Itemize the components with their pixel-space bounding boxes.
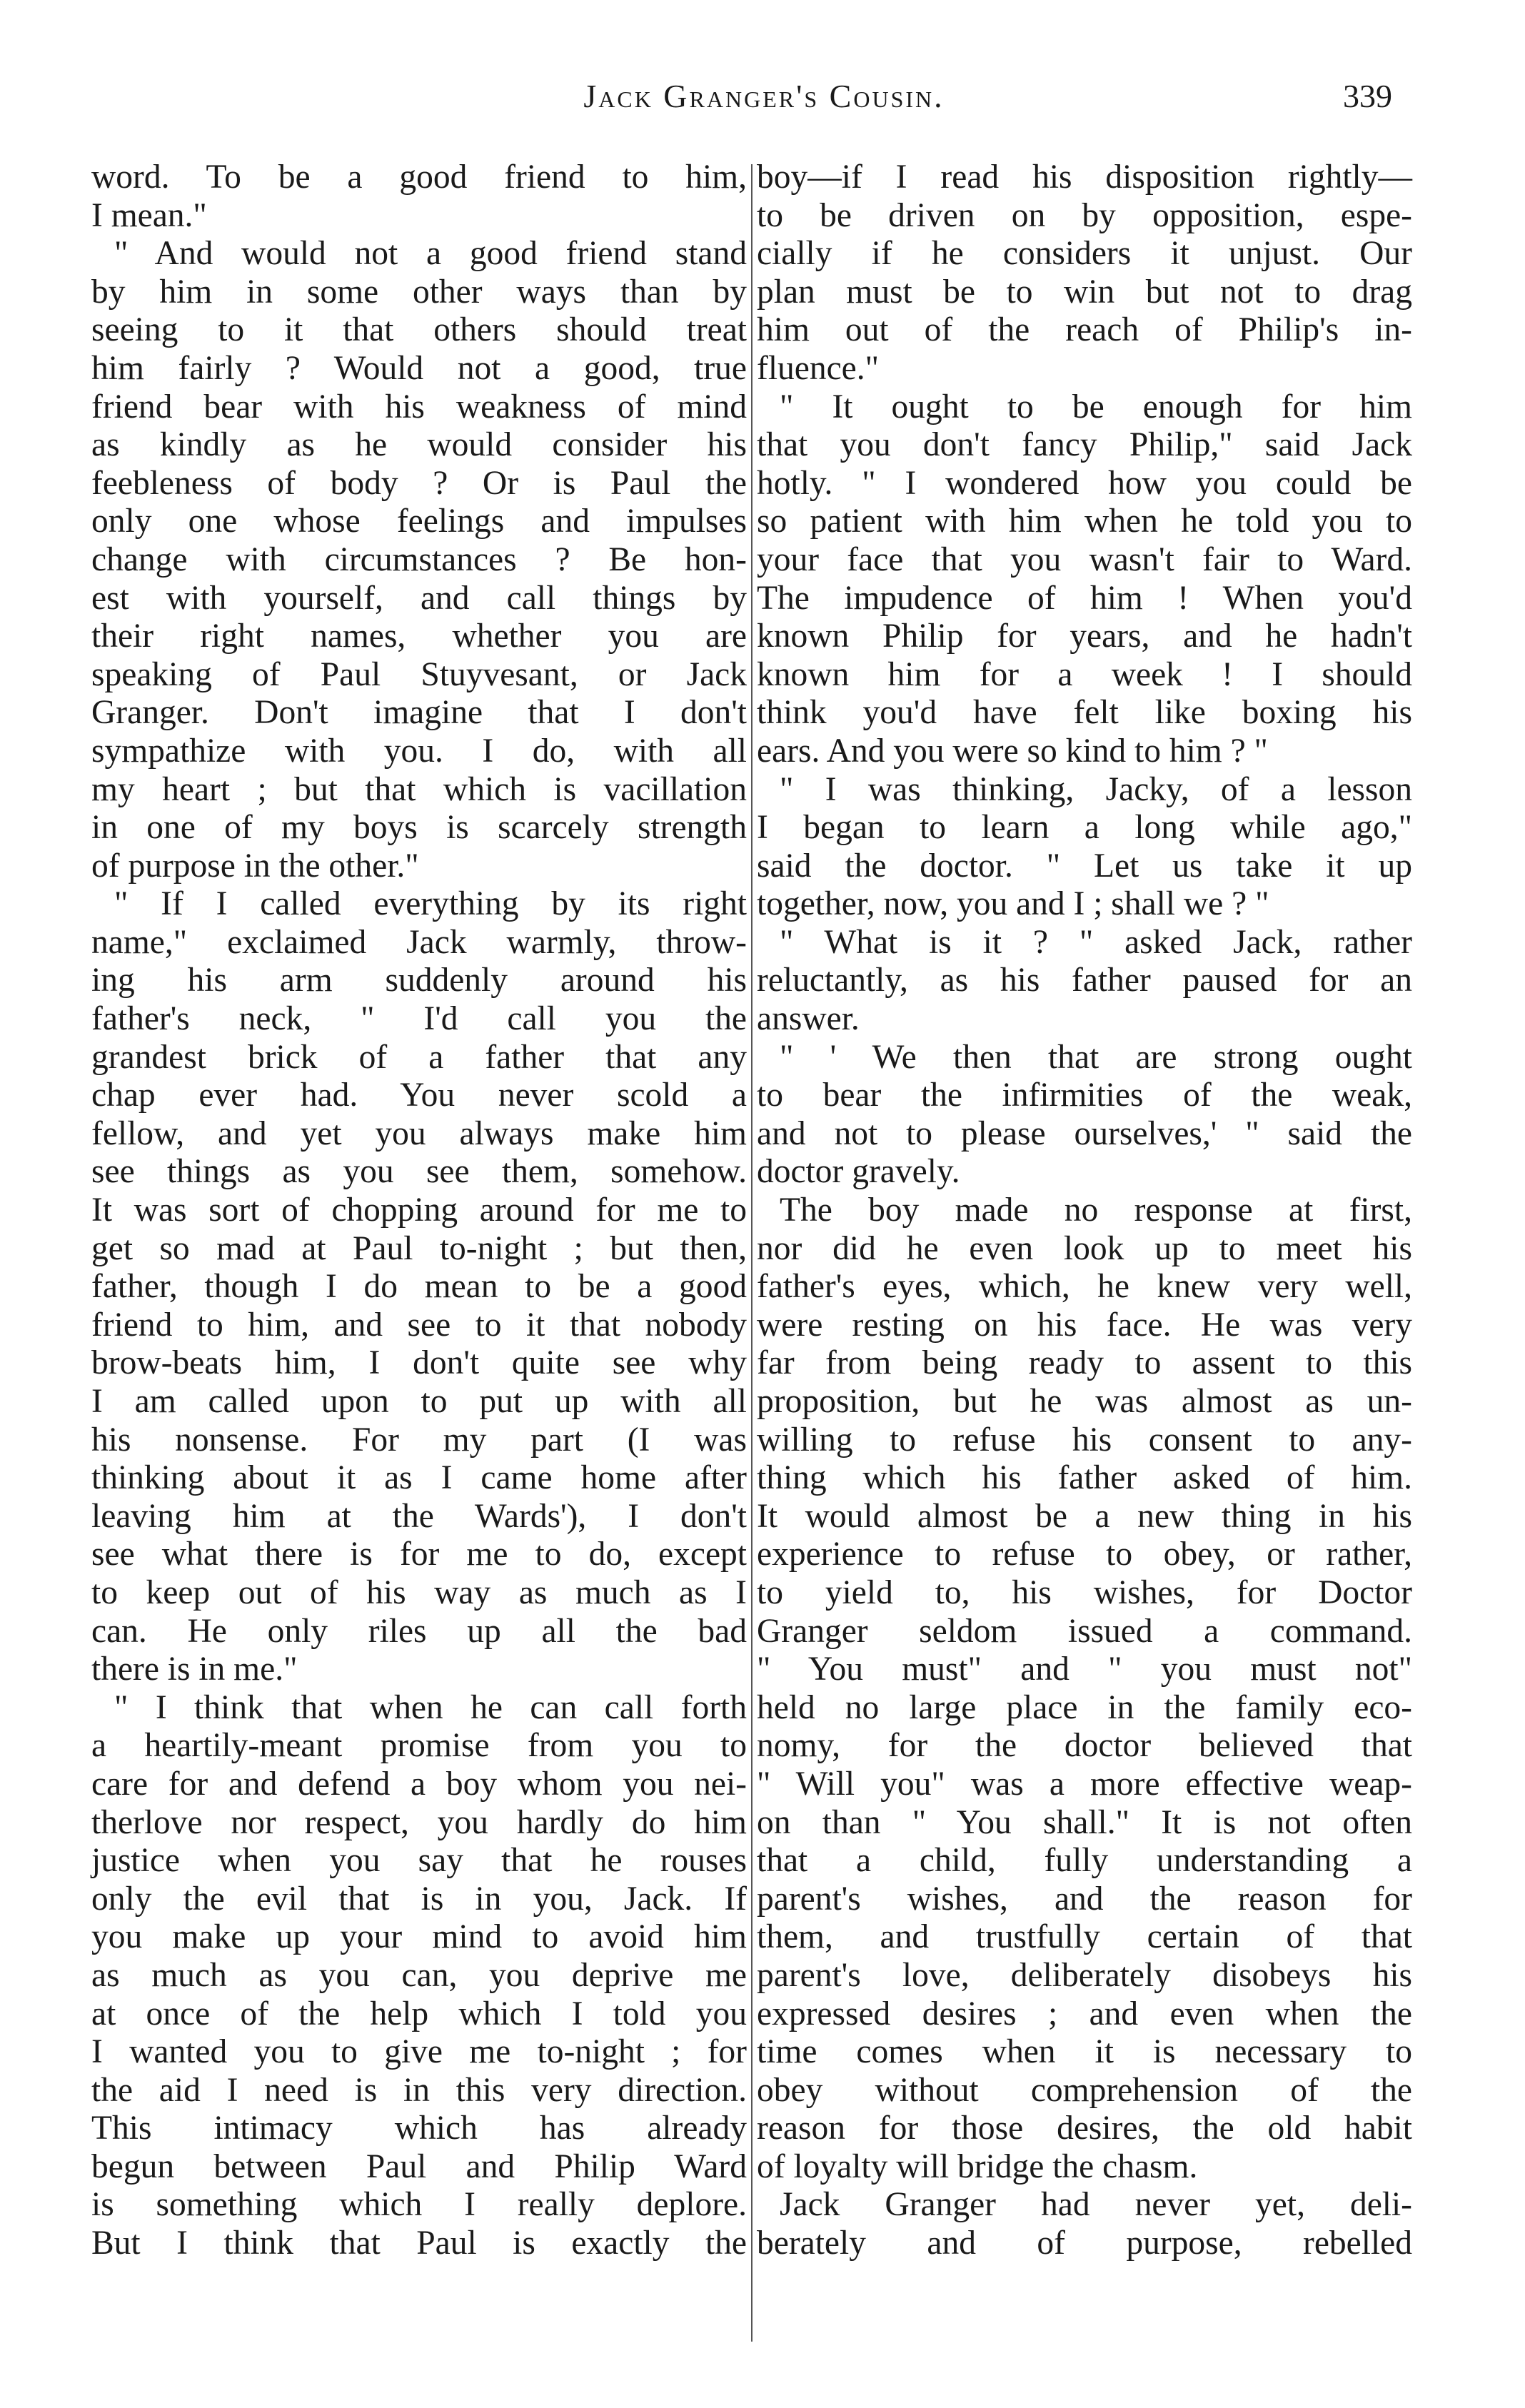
text-line: " Will you" was a more effective weap- — [757, 1765, 1412, 1803]
text-line: boy—if I read his disposition rightly— — [757, 158, 1412, 196]
text-line: as kindly as he would consider his — [91, 426, 747, 464]
text-line: grandest brick of a father that any — [91, 1038, 747, 1076]
text-line: known Philip for years, and he hadn't — [757, 618, 1412, 655]
text-line: Granger seldom issued a command. — [757, 1612, 1412, 1650]
text-line: I mean." — [91, 196, 207, 234]
text-line: far from being ready to assent to this — [757, 1344, 1412, 1382]
text-line: on than " You shall." It is not often — [757, 1803, 1412, 1841]
text-line: experience to refuse to obey, or rather, — [757, 1536, 1412, 1573]
text-line: father's eyes, which, he knew very well, — [757, 1268, 1412, 1306]
text-line: and not to please ourselves,' " said the — [757, 1114, 1412, 1152]
text-line: so patient with him when he told you to — [757, 503, 1412, 540]
text-line: care for and defend a boy whom you nei- — [91, 1765, 747, 1803]
text-line: word. To be a good friend to him, — [91, 158, 747, 196]
text-line: of loyalty will bridge the chasm. — [757, 2147, 1198, 2185]
text-line: ing his arm suddenly around his — [91, 962, 747, 999]
text-line: there is in me." — [91, 1651, 298, 1688]
text-line: Jack Granger had never yet, deli- — [780, 2186, 1412, 2224]
text-line: It would almost be a new thing in his — [757, 1497, 1412, 1535]
text-line: " ' We then that are strong ought — [780, 1038, 1412, 1076]
text-line: friend to him, and see to it that nobody — [91, 1306, 747, 1344]
text-line: But I think that Paul is exactly the — [91, 2225, 747, 2262]
text-line: their right names, whether you are — [91, 618, 747, 655]
text-line: I wanted you to give me to-night ; for — [91, 2033, 747, 2071]
text-line: I began to learn a long while ago," — [757, 809, 1412, 847]
page-number: 339 — [1343, 78, 1392, 114]
text-line: " It ought to be enough for him — [780, 388, 1412, 425]
text-line: think you'd have felt like boxing his — [757, 694, 1412, 732]
text-line: his nonsense. For my part (I was — [91, 1421, 747, 1459]
text-line: only one whose feelings and impulses — [91, 503, 747, 540]
text-line: therlove nor respect, you hardly do him — [91, 1803, 747, 1841]
text-line: is something which I really deplore. — [91, 2186, 747, 2224]
text-line: The boy made no response at first, — [780, 1192, 1412, 1229]
text-line: father's neck, " I'd call you the — [91, 1000, 747, 1038]
text-line: willing to refuse his consent to any- — [757, 1421, 1412, 1459]
text-line: get so mad at Paul to-night ; but then, — [91, 1229, 747, 1267]
text-line: It was sort of chopping around for me to — [91, 1192, 747, 1229]
text-line: answer. — [757, 1000, 860, 1038]
text-line: see what there is for me to do, except — [91, 1536, 747, 1573]
text-line: change with circumstances ? Be hon- — [91, 540, 747, 578]
text-line: a heartily-meant promise from you to — [91, 1727, 747, 1765]
text-line: father, though I do mean to be a good — [91, 1268, 747, 1306]
text-line: doctor gravely. — [757, 1153, 960, 1191]
text-line: that a child, fully understanding a — [757, 1842, 1412, 1880]
text-line: fellow, and yet you always make him — [91, 1114, 747, 1152]
text-line: thing which his father asked of him. — [757, 1459, 1412, 1497]
text-line: brow-beats him, I don't quite see why — [91, 1344, 747, 1382]
text-line: expressed desires ; and even when the — [757, 1995, 1412, 2032]
text-line: that you don't fancy Philip," said Jack — [757, 426, 1412, 464]
text-line: proposition, but he was almost as un- — [757, 1383, 1412, 1420]
text-line: " And would not a good friend stand — [114, 235, 747, 273]
text-line: only the evil that is in you, Jack. If — [91, 1880, 747, 1918]
text-line: feebleness of body ? Or is Paul the — [91, 464, 747, 502]
text-line: to keep out of his way as much as I — [91, 1573, 747, 1611]
text-line: This intimacy which has already — [91, 2110, 747, 2147]
text-line: to bear the infirmities of the weak, — [757, 1077, 1412, 1114]
text-line: Granger. Don't imagine that I don't — [91, 694, 747, 732]
text-line: by him in some other ways than by — [91, 273, 747, 311]
text-line: in one of my boys is scarcely strength — [91, 809, 747, 847]
text-line: see things as you see them, somehow. — [91, 1153, 747, 1191]
text-line: name," exclaimed Jack warmly, throw- — [91, 923, 747, 961]
text-line: said the doctor. " Let us take it up — [757, 847, 1412, 885]
text-line: justice when you say that he rouses — [91, 1842, 747, 1880]
text-line: you make up your mind to avoid him — [91, 1918, 747, 1956]
right-column — [757, 158, 1412, 2263]
text-line: known him for a week ! I should — [757, 655, 1412, 693]
text-line: my heart ; but that which is vacillation — [91, 770, 747, 808]
text-line: " You must" and " you must not" — [757, 1651, 1412, 1688]
text-line: speaking of Paul Stuyvesant, or Jack — [91, 655, 747, 693]
text-line: ears. And you were so kind to him ? " — [757, 732, 1268, 770]
left-column — [91, 158, 747, 2263]
text-line: to yield to, his wishes, for Doctor — [757, 1573, 1412, 1611]
text-line: friend bear with his weakness of mind — [91, 388, 747, 425]
text-line: " I was thinking, Jacky, of a lesson — [780, 770, 1412, 808]
text-line: parent's love, deliberately disobeys his — [757, 1956, 1412, 1994]
text-line: fluence." — [757, 349, 880, 387]
text-line: together, now, you and I ; shall we ? " — [757, 885, 1269, 923]
text-line: thinking about it as I came home after — [91, 1459, 747, 1497]
text-line: " What is it ? " asked Jack, rather — [780, 923, 1412, 961]
text-line: reluctantly, as his father paused for an — [757, 962, 1412, 999]
text-line: can. He only riles up all the bad — [91, 1612, 747, 1650]
text-line: seeing to it that others should treat — [91, 311, 747, 349]
text-line: as much as you can, you deprive me — [91, 1956, 747, 1994]
page-header — [93, 77, 1435, 127]
text-line: him out of the reach of Philip's in- — [757, 311, 1412, 349]
text-line: time comes when it is necessary to — [757, 2033, 1412, 2071]
text-line: The impudence of him ! When you'd — [757, 579, 1412, 617]
text-line: your face that you wasn't fair to Ward. — [757, 540, 1412, 578]
text-line: begun between Paul and Philip Ward — [91, 2147, 747, 2185]
text-line: were resting on his face. He was very — [757, 1306, 1412, 1344]
text-line: cially if he considers it unjust. Our — [757, 235, 1412, 273]
text-line: nor did he even look up to meet his — [757, 1229, 1412, 1267]
text-line: parent's wishes, and the reason for — [757, 1880, 1412, 1918]
text-line: held no large place in the family eco- — [757, 1688, 1412, 1726]
text-line: plan must be to win but not to drag — [757, 273, 1412, 311]
text-line: reason for those desires, the old habit — [757, 2110, 1412, 2147]
text-line: nomy, for the doctor believed that — [757, 1727, 1412, 1765]
text-line: berately and of purpose, rebelled — [757, 2225, 1412, 2262]
running-title: Jack Granger's Cousin. — [583, 78, 945, 114]
text-line: them, and trustfully certain of that — [757, 1918, 1412, 1956]
text-line: hotly. " I wondered how you could be — [757, 464, 1412, 502]
text-line: him fairly ? Would not a good, true — [91, 349, 747, 387]
text-line: " If I called everything by its right — [114, 885, 747, 923]
column-divider — [751, 164, 753, 2342]
text-line: to be driven on by opposition, espe- — [757, 196, 1412, 234]
text-line: obey without comprehension of the — [757, 2071, 1412, 2109]
text-line: sympathize with you. I do, with all — [91, 732, 747, 770]
text-line: at once of the help which I told you — [91, 1995, 747, 2032]
text-line: est with yourself, and call things by — [91, 579, 747, 617]
text-line: leaving him at the Wards'), I don't — [91, 1497, 747, 1535]
text-line: the aid I need is in this very direction. — [91, 2071, 747, 2109]
text-line: I am called upon to put up with all — [91, 1383, 747, 1420]
text-line: " I think that when he can call forth — [114, 1688, 747, 1726]
text-line: chap ever had. You never scold a — [91, 1077, 747, 1114]
text-line: of purpose in the other." — [91, 847, 419, 885]
